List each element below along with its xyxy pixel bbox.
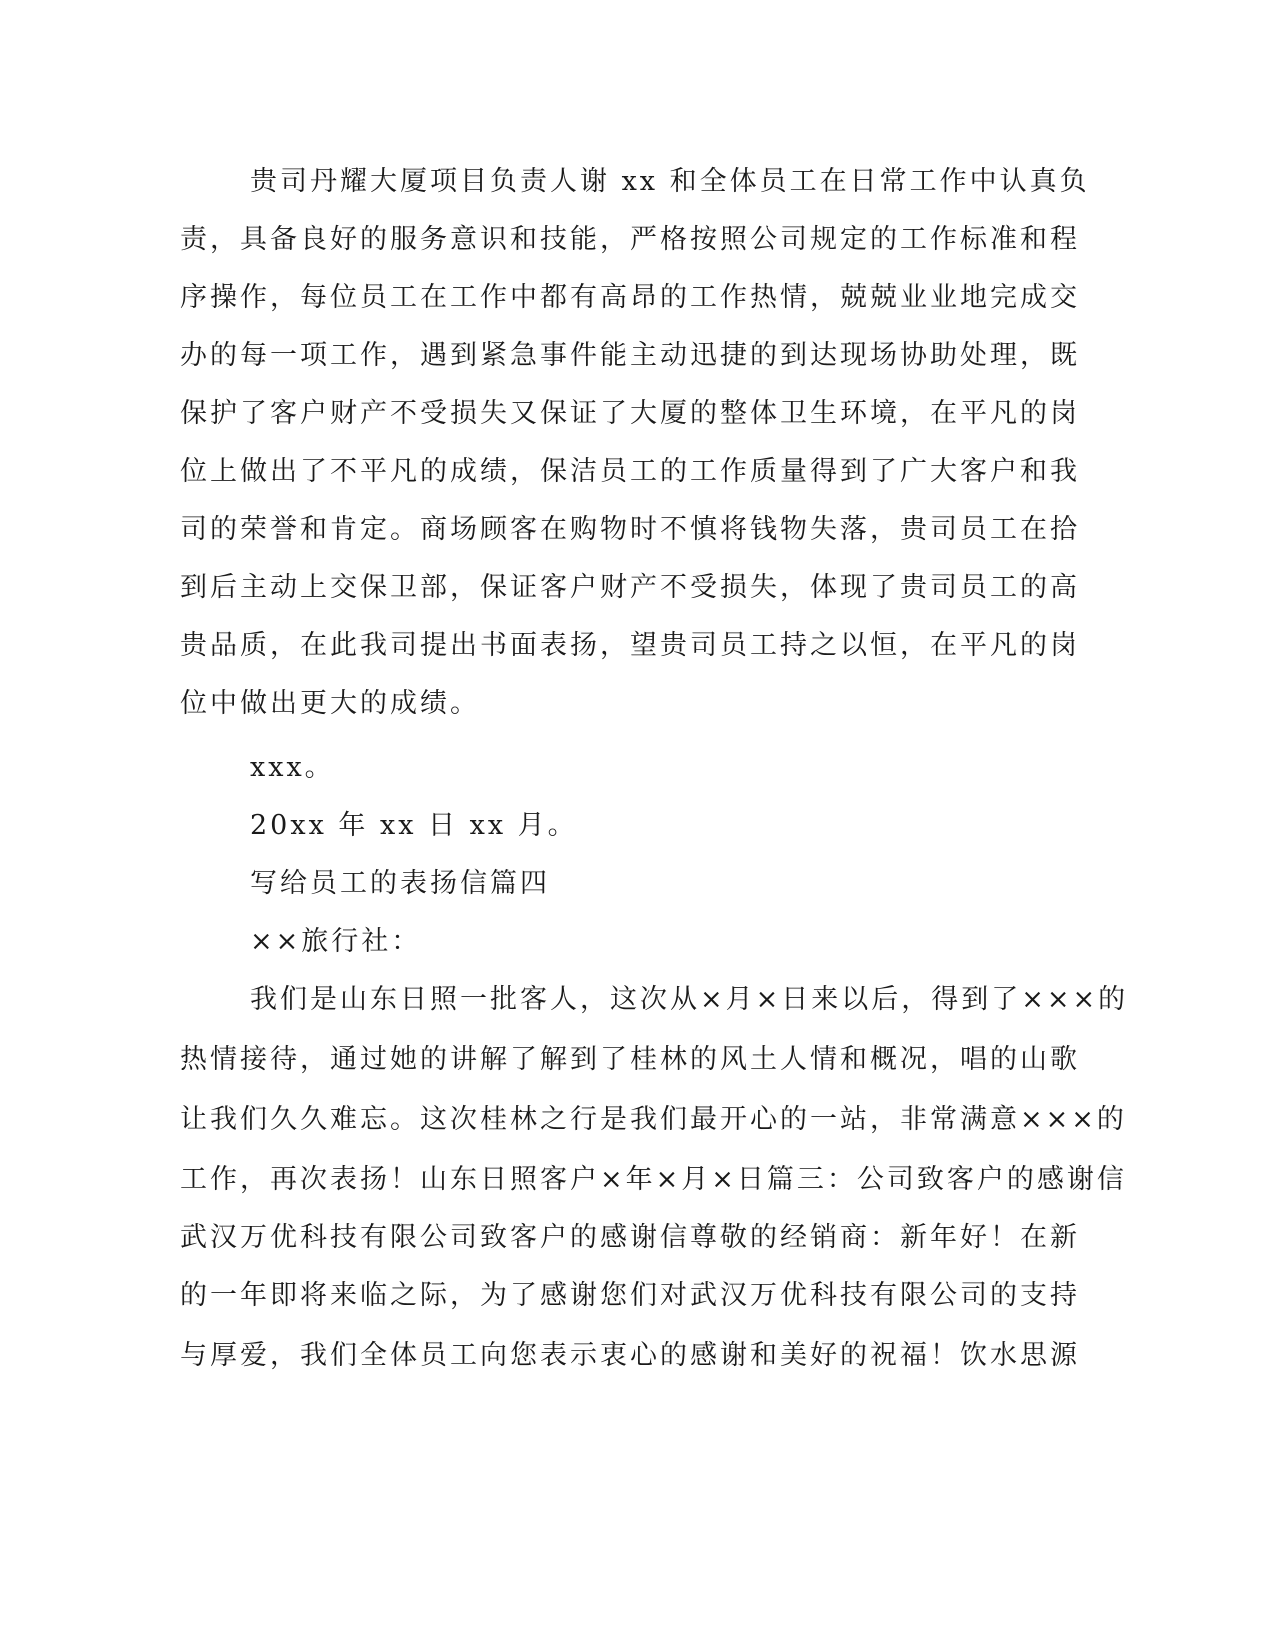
body-text-line: 序操作，每位员工在工作中都有高昂的工作热情，兢兢业业地完成交 — [180, 282, 1080, 313]
date-line: 20xx 年 xx 日 xx 月。 — [250, 810, 578, 841]
body-text-line: 让我们久久难忘。这次桂林之行是我们最开心的一站，非常满意×××的 — [180, 1104, 1127, 1135]
signature: xxx。 — [250, 752, 335, 783]
body-text-line: 武汉万优科技有限公司致客户的感谢信尊敬的经销商：新年好！在新 — [180, 1222, 1080, 1253]
section-heading: 写给员工的表扬信篇四 — [250, 868, 550, 899]
body-text-line: 到后主动上交保卫部，保证客户财产不受损失，体现了贵司员工的高 — [180, 572, 1080, 603]
body-text-line: 司的荣誉和肯定。商场顾客在购物时不慎将钱物失落，贵司员工在拾 — [180, 514, 1080, 545]
body-text-line: 热情接待，通过她的讲解了解到了桂林的风土人情和概况，唱的山歌 — [180, 1044, 1080, 1075]
addressee: ××旅行社： — [250, 926, 422, 957]
body-text-line: 办的每一项工作，遇到紧急事件能主动迅捷的到达现场协助处理，既 — [180, 340, 1080, 371]
body-text-line: 的一年即将来临之际，为了感谢您们对武汉万优科技有限公司的支持 — [180, 1280, 1080, 1311]
body-text-line: 保护了客户财产不受损失又保证了大厦的整体卫生环境，在平凡的岗 — [180, 398, 1080, 429]
body-text-line: 位中做出更大的成绩。 — [180, 688, 480, 719]
body-text-line: 贵品质，在此我司提出书面表扬，望贵司员工持之以恒，在平凡的岗 — [180, 630, 1080, 661]
body-text-line: 贵司丹耀大厦项目负责人谢 xx 和全体员工在日常工作中认真负 — [250, 166, 1090, 197]
body-text-line: 我们是山东日照一批客人，这次从×月×日来以后，得到了×××的 — [250, 984, 1129, 1015]
body-text-line: 责，具备良好的服务意识和技能，严格按照公司规定的工作标准和程 — [180, 224, 1080, 255]
body-text-line: 位上做出了不平凡的成绩，保洁员工的工作质量得到了广大客户和我 — [180, 456, 1080, 487]
body-text-line: 工作，再次表扬！山东日照客户×年×月×日篇三：公司致客户的感谢信 — [180, 1164, 1127, 1195]
body-text-line: 与厚爱，我们全体员工向您表示衷心的感谢和美好的祝福！饮水思源 — [180, 1340, 1080, 1371]
